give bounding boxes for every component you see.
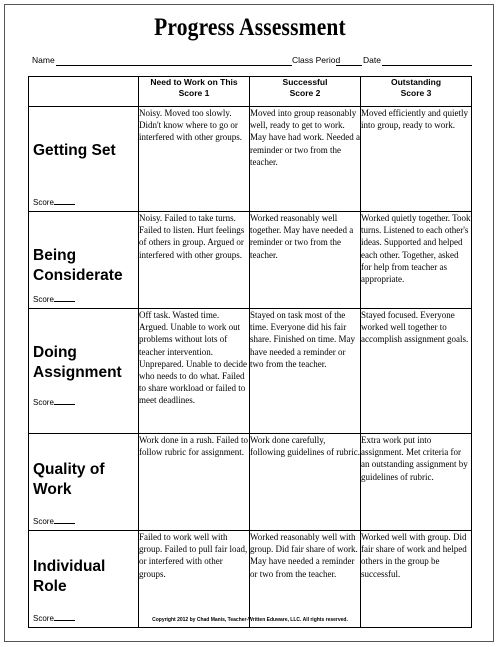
date-label: Date <box>363 55 381 65</box>
score-field[interactable] <box>33 293 75 304</box>
category-name <box>33 246 123 286</box>
rubric-cell: Noisy. Failed to take turns. Failed to listen. Hurt feelings of others in group. Argued or interfered with other groups. <box>139 212 250 309</box>
rubric-cell: Off task. Wasted time. Argued. Unable to work out problems without lots of teacher intervention. Unprepared. Unable to decide who needs to do what. Failed to share workload or failed to meet deadlines. <box>139 309 250 434</box>
category-line: Considerate <box>33 267 123 284</box>
copyright-notice: Copyright 2012 by Chad Manis, Teacher-Written Eduware, LLC. All rights reserved. <box>152 617 348 623</box>
rubric-cell: Work done in a rush. Failed to follow rubric for assignment. <box>139 434 250 531</box>
name-field[interactable] <box>56 65 292 66</box>
table-row <box>29 212 472 309</box>
student-info-line <box>32 55 472 69</box>
score-field[interactable] <box>33 515 75 526</box>
header-row <box>29 77 472 107</box>
page-title: Progress Assessment <box>154 14 346 41</box>
column-header-score-3 <box>361 77 472 107</box>
score-field[interactable] <box>33 196 75 207</box>
score-field[interactable] <box>33 396 75 407</box>
class-period-label: Class Period <box>292 55 341 65</box>
category-cell-doing-assignment <box>29 309 139 434</box>
name-label: Name <box>32 55 55 65</box>
column-header-score-1 <box>139 77 250 107</box>
category-name <box>33 141 116 161</box>
category-line: Assignment <box>33 364 122 381</box>
score-label: Score <box>33 517 54 526</box>
rubric-cell: Stayed focused. Everyone worked well together to accomplish assignment goals. <box>361 309 472 434</box>
category-line: Being <box>33 247 77 264</box>
category-line: Getting Set <box>33 142 116 159</box>
column-header-score-2 <box>250 77 361 107</box>
category-name <box>33 557 105 597</box>
score-label: Score <box>33 398 54 407</box>
table-row <box>29 309 472 434</box>
column-header-score: Score 1 <box>178 88 210 98</box>
rubric-cell: Failed to work well with group. Failed to pull fair load, or interfered with other groups. <box>139 531 250 628</box>
column-header-title: Outstanding <box>390 77 442 87</box>
rubric-cell: Worked well with group. Did fair share of work and helped others in the group be successful. <box>361 531 472 628</box>
rubric-table <box>28 76 472 628</box>
rubric-cell: Stayed on task most of the time. Everyone did his fair share. Finished on time. May have needed a reminder or two from the teacher. <box>250 309 361 434</box>
column-header-score: Score 3 <box>400 88 432 98</box>
rubric-cell: Work done carefully, following guidelines of rubric. <box>250 434 361 531</box>
category-name <box>33 343 122 383</box>
category-cell-being-considerate <box>29 212 139 309</box>
category-line: Quality of <box>33 461 105 478</box>
score-label: Score <box>33 295 54 304</box>
class-period-field[interactable] <box>336 65 362 66</box>
category-cell-quality-of-work <box>29 434 139 531</box>
category-cell-getting-set <box>29 107 139 212</box>
column-header-score: Score 2 <box>289 88 321 98</box>
category-cell-individual-role <box>29 531 139 628</box>
score-label: Score <box>33 198 54 207</box>
rubric-cell: Extra work put into assignment. Met criteria for an outstanding assignment by guidelines of rubric. <box>361 434 472 531</box>
table-row <box>29 434 472 531</box>
rubric-cell: Moved efficiently and quietly into group, ready to work. <box>361 107 472 212</box>
category-line: Doing <box>33 344 77 361</box>
rubric-cell: Worked quietly together. Took turns. Listened to each other's ideas. Supported and helped each other. Together, asked for help from teacher as appropriate. <box>361 212 472 309</box>
date-field[interactable] <box>382 65 472 66</box>
header-blank <box>29 77 139 107</box>
score-label: Score <box>33 614 54 623</box>
rubric-cell: Worked reasonably well with group. Did fair share of work. May have needed a reminder or two from the teacher. <box>250 531 361 628</box>
category-line: Role <box>33 578 67 595</box>
category-line: Individual <box>33 558 106 575</box>
rubric-cell: Worked reasonably well together. May have needed a reminder or two from the teacher. <box>250 212 361 309</box>
rubric-cell: Noisy. Moved too slowly. Didn't know where to go or interfered with other groups. <box>139 107 250 212</box>
category-name <box>33 460 104 500</box>
column-header-title: Successful <box>282 77 328 87</box>
table-row <box>29 531 472 628</box>
table-row <box>29 107 472 212</box>
rubric-cell: Moved into group reasonably well, ready to get to work. May have had work. Needed a reminder or two from the teacher. <box>250 107 361 212</box>
category-line: Work <box>33 481 72 498</box>
column-header-title: Need to Work on This <box>150 77 238 87</box>
